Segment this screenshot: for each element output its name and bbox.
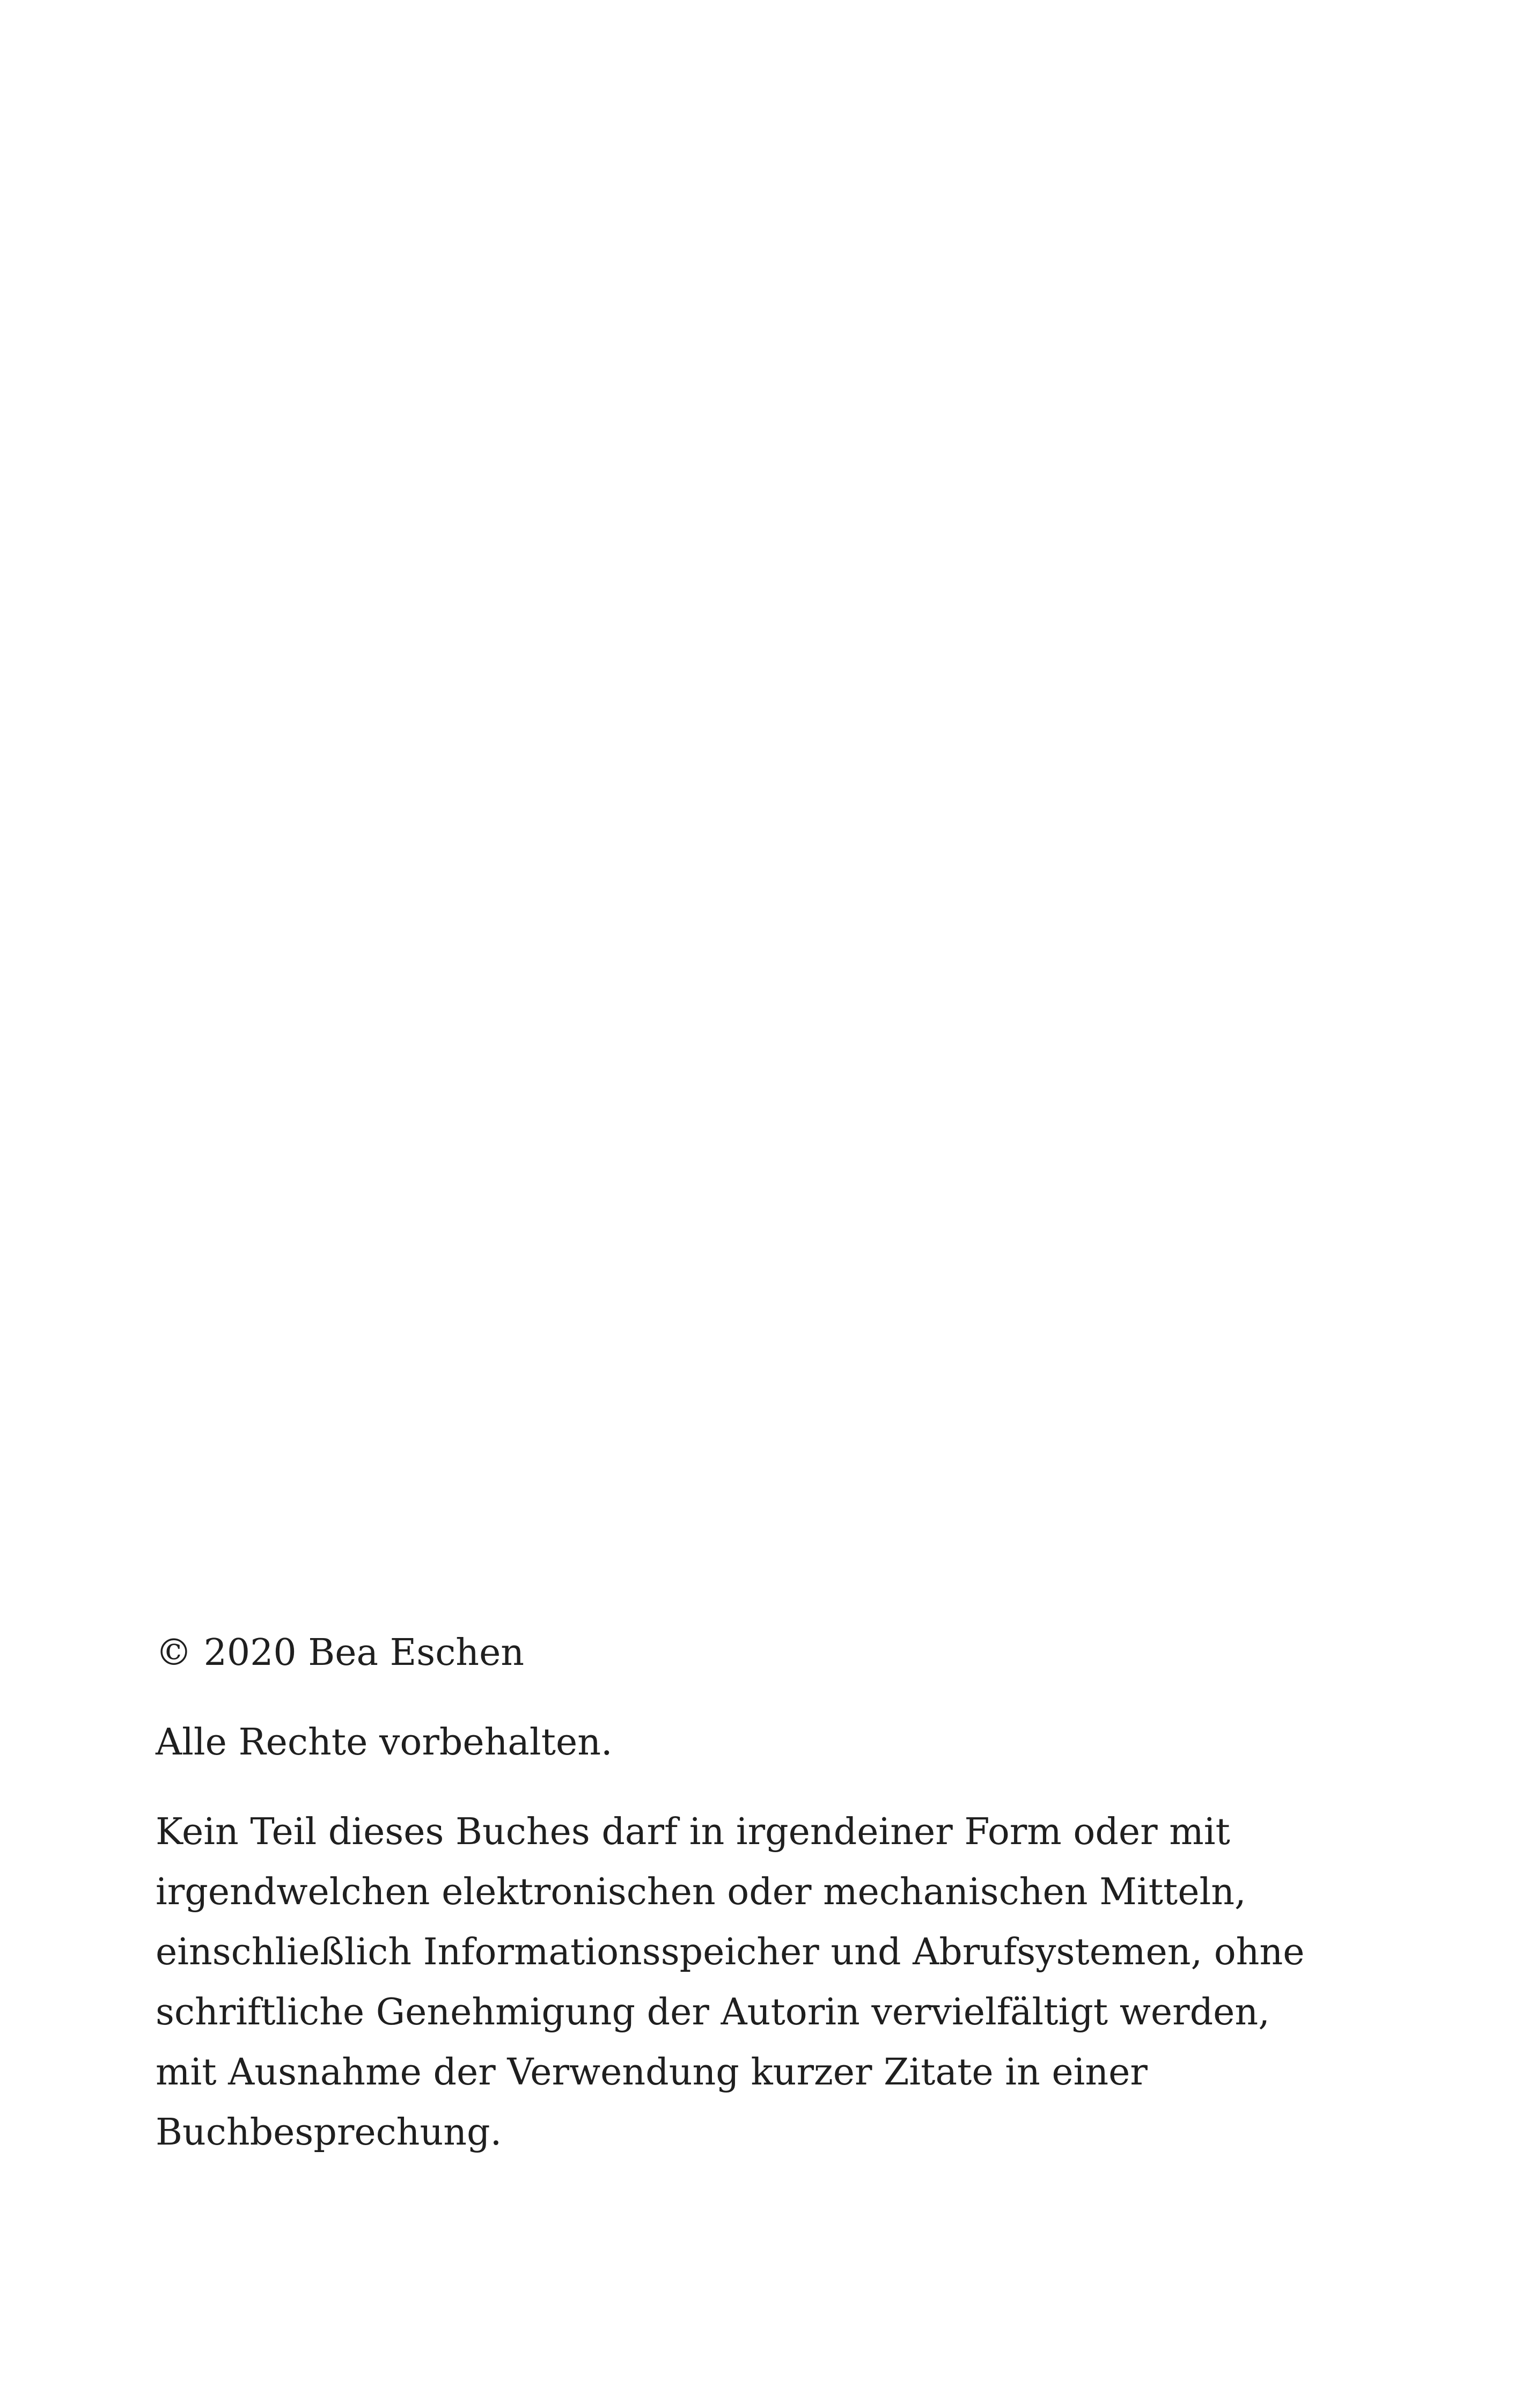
notice-line: irgendwelchen elektronischen oder mechanischen Mitteln, [156,1871,1246,1913]
copyright-notice-paragraph [156,1802,1390,2163]
notice-line: Kein Teil dieses Buches darf in irgendeiner Form oder mit [156,1811,1230,1853]
notice-line: einschließlich Informationsspeicher und Abrufsystemen, ohne [156,1931,1305,1973]
notice-line: schriftliche Genehmigung der Autorin vervielfältigt werden, [156,1991,1270,2033]
notice-line: Buchbesprechung. [156,2111,502,2154]
copyright-text-block [156,1623,1390,2163]
copyright-line: © 2020 Bea Eschen [156,1632,525,1674]
rights-reserved-line: Alle Rechte vorbehalten. [156,1721,613,1764]
notice-line: mit Ausnahme der Verwendung kurzer Zitate in einer [156,2051,1148,2094]
